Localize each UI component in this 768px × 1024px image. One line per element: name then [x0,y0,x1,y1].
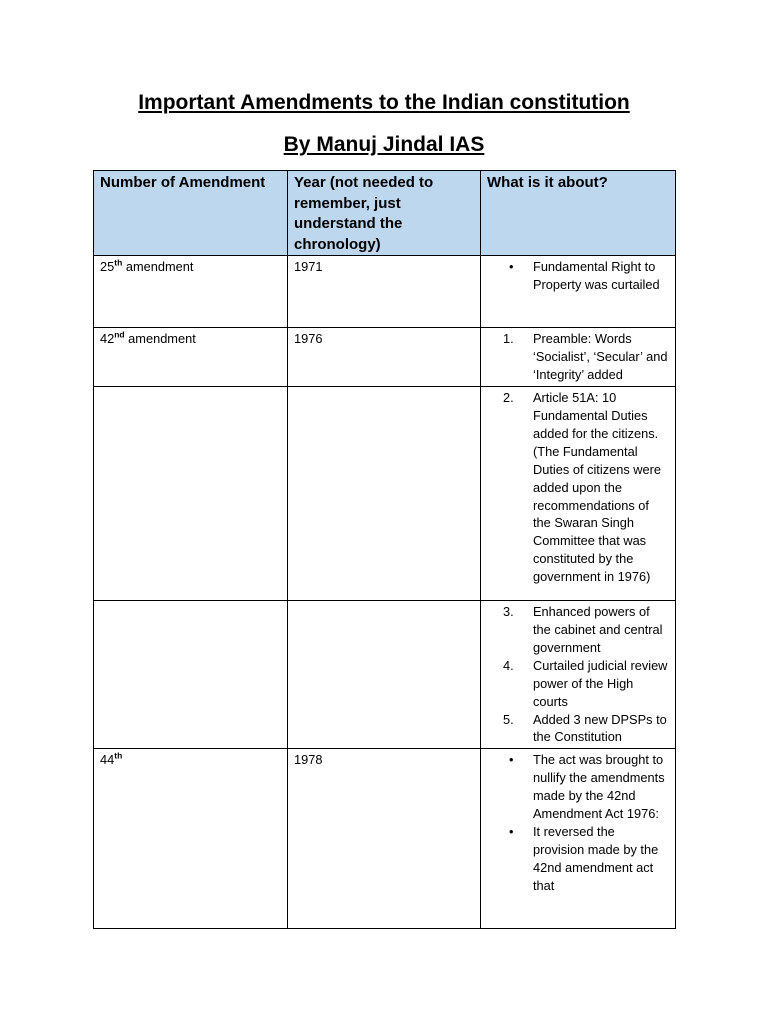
description-cell [481,601,676,749]
table-header-row [94,171,676,256]
description-list [487,258,669,294]
amendment-number: 42 [100,331,115,347]
amendment-ordinal-suffix: nd [114,330,125,341]
amendment-number-cell [94,601,288,749]
list-number: 1. [503,331,514,347]
amendment-number-cell [94,328,288,387]
list-item-text: It reversed the provision made by the 42nd amendment act that [533,823,659,893]
amendments-table [93,170,676,929]
list-item [487,330,669,384]
bullet-icon: • [509,259,514,275]
year-cell: 1976 [288,328,481,387]
amendment-number-cell [94,749,288,929]
list-item [487,389,669,586]
description-list [487,603,669,746]
amendment-number-cell [94,256,288,328]
year-cell [288,387,481,601]
list-item-text: Enhanced powers of the cabinet and central government [533,604,663,655]
amendment-number: 25 [100,259,115,275]
table-row [94,328,676,387]
table-row [94,601,676,749]
list-number: 3. [503,604,514,620]
description-cell [481,749,676,929]
amendment-label: amendment [122,259,194,275]
list-item-text: Added 3 new DPSPs to the Constitution [533,711,667,745]
description-list [487,389,669,586]
table-row [94,387,676,601]
description-list [487,751,669,894]
document-subtitle: By Manuj Jindal IAS [283,133,485,156]
description-list [487,330,669,384]
header-number-of-amendment: Number of Amendment [94,171,288,256]
table-row [94,749,676,929]
description-cell [481,387,676,601]
year-cell: 1971 [288,256,481,328]
header-year: Year (not needed to remember, just understand the chronology) [288,171,481,256]
description-cell [481,256,676,328]
header-what-is-it-about: What is it about? [481,171,676,256]
amendment-number: 44 [100,752,115,768]
amendment-label: amendment [124,331,196,347]
year-cell: 1978 [288,749,481,929]
list-number: 4. [503,657,514,673]
amendment-number-cell [94,387,288,601]
list-item [487,823,669,895]
list-item [487,258,669,294]
list-number: 5. [503,711,514,727]
amendment-ordinal-suffix: th [114,751,123,762]
amendment-ordinal-suffix: th [114,258,123,269]
description-cell [481,328,676,387]
bullet-icon: • [509,752,514,768]
year-cell [288,601,481,749]
list-item [487,603,669,657]
list-item-text: The act was brought to nullify the amendments made by the 42nd Amendment Act 1976: [533,752,665,822]
list-number: 2. [503,390,514,406]
bullet-icon: • [509,823,514,839]
document-title: Important Amendments to the Indian constitution [138,91,630,114]
table-row [94,256,676,328]
list-item-text: Preamble: Words ‘Socialist’, ‘Secular’ and ‘Integrity’ added [533,331,668,383]
list-item [487,751,669,823]
list-item [487,711,669,747]
list-item [487,657,669,711]
list-item-text: Article 51A: 10 Fundamental Duties added for the citizens. (The Fundamental Duties of citizens were added upon the recommendations of the Swaran Singh Committee that was constituted by the government in 1976) [533,390,662,585]
list-item-text: Fundamental Right to Property was curtailed [533,259,660,293]
list-item-text: Curtailed judicial review power of the High courts [533,657,668,709]
